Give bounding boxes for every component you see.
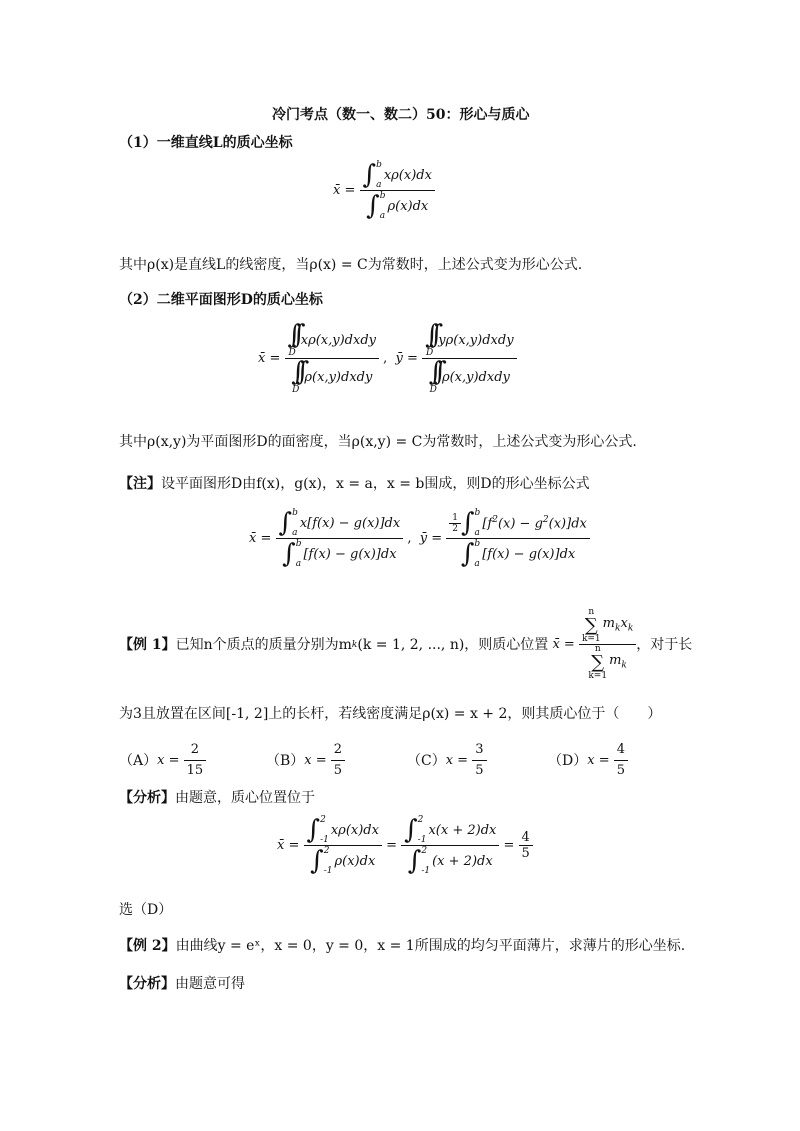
option-a: （A） x = $\frac{2}{15}$ — [119, 740, 206, 781]
section1-description: 其中ρ(x)是直线L的线密度，当ρ(x) = C为常数时，上述公式变为形心公式. — [119, 257, 583, 273]
example1-text-c: ，对于长 — [636, 636, 693, 653]
note-label: 【注】 — [119, 476, 161, 492]
example2-analysis: 【分析】由题意可得 — [119, 976, 245, 992]
note-paragraph — [119, 474, 590, 494]
example1-text-a: 已知n个质点的质量分别为m — [175, 636, 352, 653]
example1-answer: 选（D） — [119, 902, 173, 918]
option-c: （C） x = $\frac{3}{5}$ — [407, 740, 487, 781]
section2-heading: （2）二维平面图形D的质心坐标 — [119, 292, 323, 308]
formula-fg-centroid: x̄ = ∫ b a x[f(x) − g(x)]dx ∫ b a [f(x) − g(x)]dx , ȳ = $\frac{1}{2}$ ∫ b a $[f^2(x) - g^2(x)]dx$ ∫ b a [f(x) − g(x)]dx — [249, 508, 590, 569]
example1-label: 【例 1】 — [119, 636, 176, 653]
option-b: （B） x = $\frac{2}{5}$ — [266, 740, 345, 781]
example2-line: 【例 2】由曲线y = eˣ，x = 0，y = 0，x = 1所围成的均匀平面薄片，求薄片的形心坐标. — [119, 938, 686, 954]
option-d: （D） x = $\frac{4}{5}$ — [548, 740, 628, 781]
page-title: 冷门考点（数一、数二）50：形心与质心 — [272, 107, 530, 123]
example1-text-b: (k = 1, 2, ..., n)，则质心位置 — [357, 636, 549, 653]
example1-line1: 【例 1】 已知n个质点的质量分别为m k (k = 1, 2, ..., n)，则质心位置 x̄ = n ∑ k=1 $m_kx_k$ n ∑ k=1 $m_k$ ，对于长 — [119, 607, 693, 681]
note-text: 设平面图形D由f(x)，g(x)，x = a，x = b围成，则D的形心坐标公式 — [161, 476, 590, 492]
example1-line2: 为3且放置在区间[-1, 2]上的长杆，若线密度满足ρ(x) = x + 2，则其质心位于（ ） — [119, 706, 662, 722]
formula-1d-centroid: x̄ = ∫ b a xρ(x)dx ∫ b a ρ(x)dx — [333, 160, 435, 221]
formula-example1-solution: x̄ = ∫ 2 -1 xρ(x)dx ∫ 2 -1 ρ(x)dx = ∫ 2 -1 x(x + 2)dx ∫ 2 -1 (x + 2)dx = $\frac{4}{5}$ — [277, 815, 533, 876]
formula-2d-centroid: x̄ = ∫∫ D xρ(x,y)dxdy ∫∫ D ρ(x,y)dxdy , ȳ = ∫∫ D yρ(x,y)dxdy ∫∫ D ρ(x,y)dxdy — [258, 322, 517, 395]
section2-description: 其中ρ(x,y)为平面图形D的面密度，当ρ(x,y) = C为常数时，上述公式变为形心公式. — [119, 434, 637, 450]
example1-analysis: 【分析】由题意，质心位置位于 — [119, 790, 315, 806]
section1-heading: （1）一维直线L的质心坐标 — [119, 135, 293, 151]
mass-center-fraction: n ∑ k=1 $m_kx_k$ n ∑ k=1 $m_k$ — [579, 608, 636, 681]
